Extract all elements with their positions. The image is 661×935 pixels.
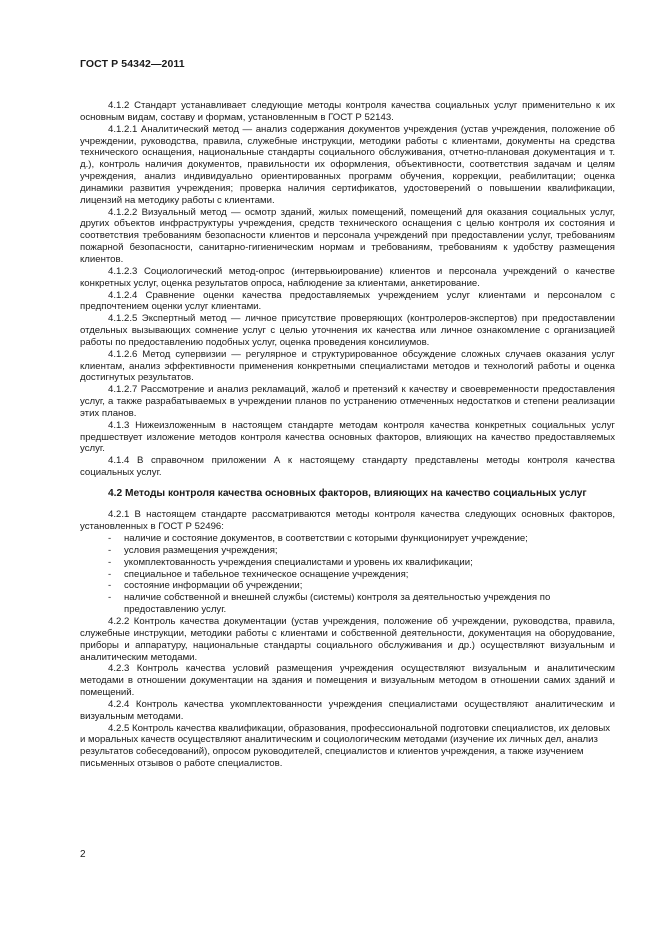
- paragraph-4-2-2: 4.2.2 Контроль качества документации (устав учреждения, положение об учреждении, руководства, правила, служебные инструкции, методики работы с клиентами и собственной деятельности, документация на оборудование, приборы и аппаратуру, национальные стандарты социального обслуживания и др.) осуществляют визуальным и аналитическим методами.: [80, 616, 615, 663]
- list-item: - наличие и состояние документов, в соответствии с которыми функционирует учреждение;: [80, 533, 615, 545]
- factors-list: [80, 533, 615, 616]
- paragraph-4-1-2: 4.1.2 Стандарт устанавливает следующие методы контроля качества социальных услуг применительно к их основным видам, составу и формам, установленным в ГОСТ Р 52143.: [80, 100, 615, 123]
- paragraph-4-2-1: 4.2.1 В настоящем стандарте рассматриваются методы контроля качества следующих основных факторов, установленных в ГОСТ Р 52496:: [80, 509, 615, 533]
- paragraph-4-1-2-7: 4.1.2.7 Рассмотрение и анализ рекламаций, жалоб и претензий к качеству и своевременности предоставления услуг, а также разрабатываемых в учреждении планов по устранению отмеченных недостатков и степени реализации этих планов.: [80, 384, 615, 419]
- paragraph-4-1-2-1: 4.1.2.1 Аналитический метод — анализ содержания документов учреждения (устав учреждения, положение об учреждении, руководства, правила, служебные инструкции, методики работы с клиентами, документы на средства технического оснащения, национальные стандарты социального обслуживания, отчетно-плановая документация и т. д.), контроль наличия документов, правильности их оформления, объективности, соответствия задачам и целям учреждения, анализ индивидуально ориентированных программ обучения, коррекции, реабилитации; оценка динамики развития учреждения; проверка наличия сертификатов, удостоверений о повышении квалификации, лицензий на методику работы с клиентами.: [80, 123, 615, 206]
- paragraph-4-2-4: 4.2.4 Контроль качества укомплектованности учреждения специалистами осуществляют аналитическим и визуальным методами.: [80, 698, 615, 722]
- paragraph-4-2-3: 4.2.3 Контроль качества условий размещения учреждения осуществляют визуальным и аналитическим методами в отношении документации на здания и помещения и визуальным методом в отношении самих зданий и помещений.: [80, 663, 615, 699]
- standard-header: ГОСТ Р 54342—2011: [80, 58, 185, 70]
- paragraph-4-1-2-3: 4.1.2.3 Социологический метод-опрос (интервьюирование) клиентов и персонала учреждений о качестве конкретных услуг, оценка результатов опроса, наблюдение за клиентами, анкетирование.: [80, 265, 615, 289]
- document-body: [80, 100, 615, 770]
- paragraph-4-2-5: 4.2.5 Контроль качества квалификации, образования, профессиональной подготовки специалистов, их деловых и моральных качеств осуществляют аналитическим и социологическим методами (изучение их личных дел, анализ результатов собеседований), опросом руководителей, специалистов и клиентов учреждения, а также изучением письменных отзывов о работе специалистов.: [80, 722, 611, 770]
- list-item: - укомплектованность учреждения специалистами и уровень их квалификации;: [80, 557, 615, 569]
- list-item: - специальное и табельное техническое оснащение учреждения;: [80, 569, 615, 581]
- page-number: 2: [80, 849, 86, 860]
- list-item: - наличие собственной и внешней службы (системы) контроля за деятельностью учреждения по предоставлению услуг.: [80, 592, 615, 616]
- list-item: - условия размещения учреждения;: [80, 545, 615, 557]
- paragraph-4-1-3: 4.1.3 Нижеизложенным в настоящем стандарте методам контроля качества конкретных социальных услуг предшествует изложение методов контроля качества основных факторов, влияющих на качество предоставляемых услуг.: [80, 419, 615, 455]
- section-heading-4-2: 4.2 Методы контроля качества основных факторов, влияющих на качество социальных услуг: [108, 488, 587, 499]
- paragraph-4-1-2-2: 4.1.2.2 Визуальный метод — осмотр зданий, жилых помещений, помещений для оказания социальных услуг, других объектов инфраструктуры учреждения, средств технического оснащения с целью контроля их состояния и соответствия требованиям безопасности клиентов и персонала учреждений при предоставлении услуг, требованиям пожарной безопасности, санитарно-гигиеническим нормам и требованиям, требованиям к удобству размещения клиентов.: [80, 206, 615, 265]
- paragraph-4-1-2-6: 4.1.2.6 Метод супервизии — регулярное и структурированное обсуждение сложных случаев оказания услуг клиентам, анализ эффективности применения конкретными специалистами методов и технологий работы и оценка достигнутых результатов.: [80, 348, 615, 384]
- list-item: - состояние информации об учреждении;: [80, 580, 615, 592]
- paragraph-4-1-4: 4.1.4 В справочном приложении А к настоящему стандарту представлены методы контроля качества социальных услуг.: [80, 455, 615, 479]
- paragraph-4-1-2-4: 4.1.2.4 Сравнение оценки качества предоставляемых учреждением услуг клиентами и персоналом с предпочтением оценки услуг клиентами.: [80, 289, 615, 313]
- paragraph-4-1-2-5: 4.1.2.5 Экспертный метод — личное присутствие проверяющих (контролеров-экспертов) при предоставлении отдельных вызывающих сомнение услуг с целью уточнения их качества или личное ознакомление с организацией работы по предоставлению подобных услуг, оценка проведения консилиумов.: [80, 313, 615, 348]
